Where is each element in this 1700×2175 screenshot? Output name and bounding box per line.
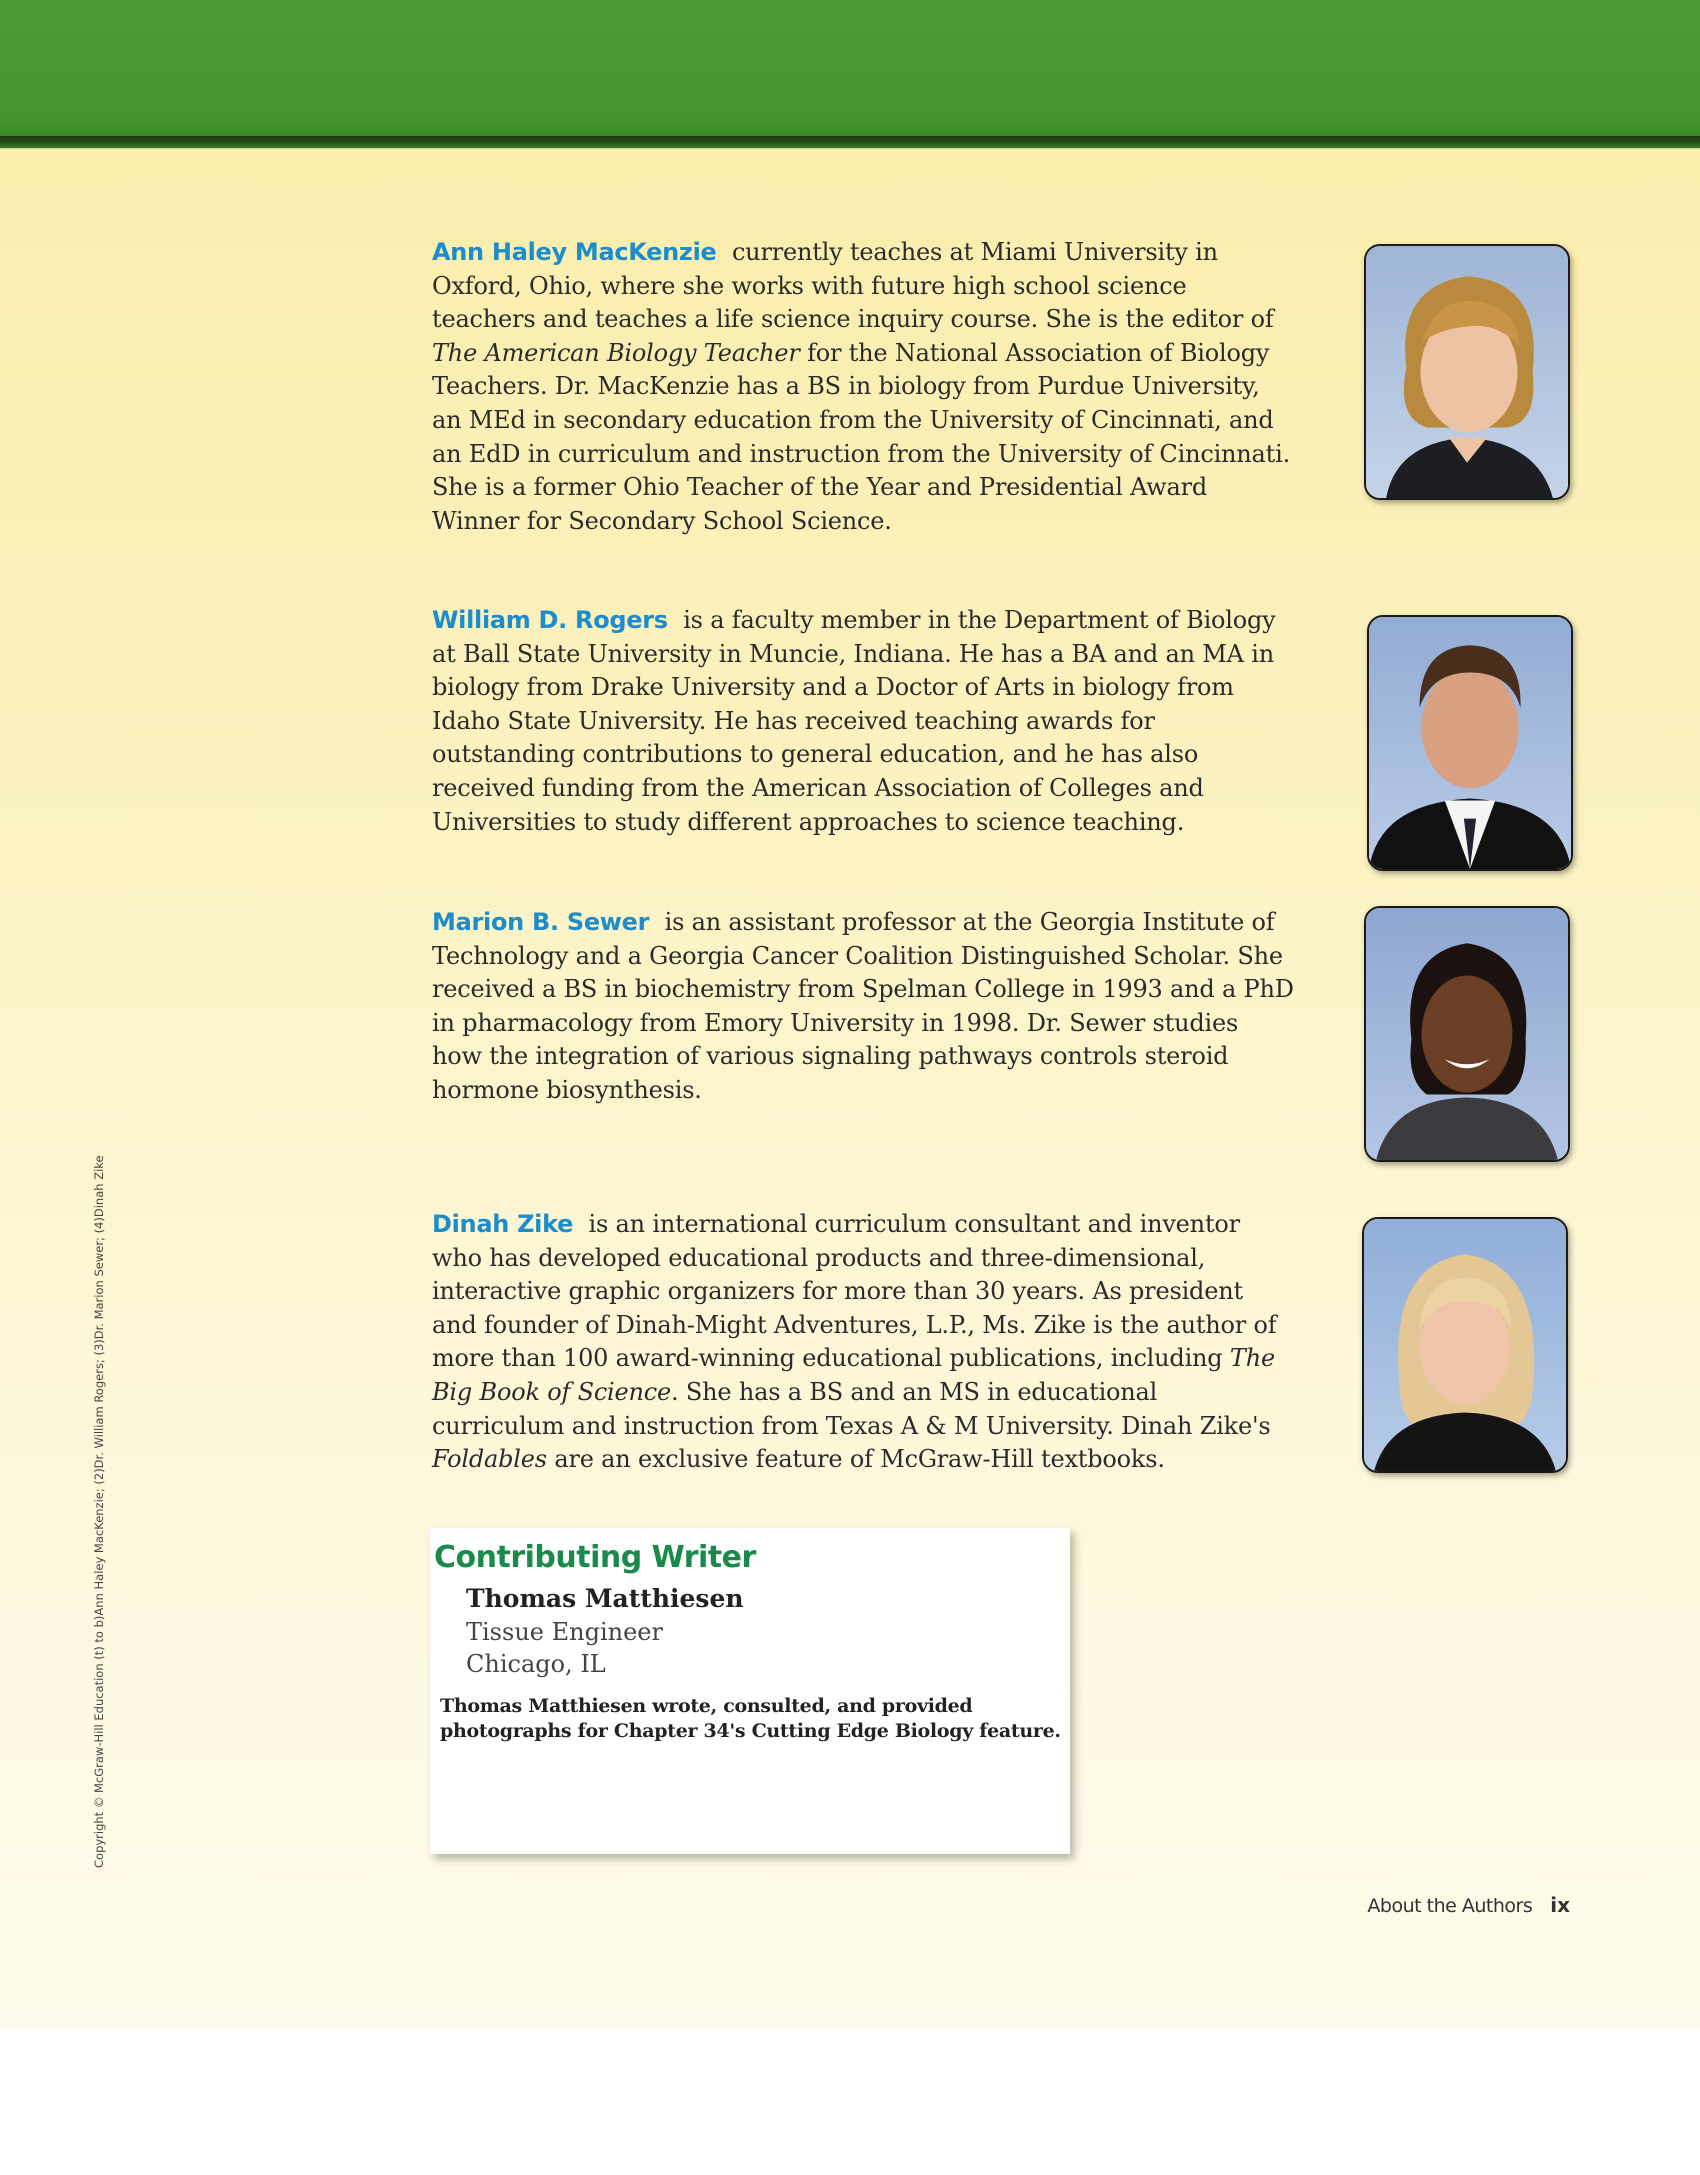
contributor-title: Tissue Engineer	[466, 1618, 663, 1646]
author-bio-rogers	[432, 604, 1294, 839]
author-name: Dinah Zike	[432, 1210, 574, 1238]
page-footer	[1367, 1893, 1570, 1917]
contributing-writer-box	[430, 1528, 1070, 1854]
bio-text: currently teaches at Miami University in Oxford, Ohio, where she works with future high school science teachers and teaches a life science inquiry course. She is the editor of	[432, 238, 1274, 334]
bio-text: are an exclusive feature of McGraw-Hill textbooks.	[546, 1445, 1165, 1474]
author-photo-zike	[1362, 1217, 1568, 1473]
contributor-note: Thomas Matthiesen wrote, consulted, and provided photographs for Chapter 34's Cutting Edge Biology feature.	[440, 1695, 1061, 1742]
bio-text: for the National Association of Biology Teachers. Dr. MacKenzie has a BS in biology from Purdue University, an MEd in secondary education from the University of Cincinnati, and an EdD in curriculum and instruction from the University of Cincinnati. She is a former Ohio Teacher of the Year and Presidential Award Winner for Secondary School Science.	[432, 338, 1291, 535]
bio-text: is an international curriculum consultant and inventor who has developed educational products and three-dimensional, interactive graphic organizers for more than 30 years. As president and founder of Dinah-Might Adventures, L.P., Ms. Zike is the author of more than 100 award-winning educational publications, including	[432, 1210, 1277, 1373]
bio-italic-title: Foldables	[432, 1445, 547, 1474]
contributor-name: Thomas Matthiesen	[466, 1584, 744, 1613]
author-name: Marion B. Sewer	[432, 908, 650, 936]
bio-text: is an assistant professor at the Georgia Institute of Technology and a Georgia Cancer Coalition Distinguished Scholar. She received a BS in biochemistry from Spelman College in 1993 and a PhD in pharmacology from Emory University in 1998. Dr. Sewer studies how the integration of various signaling pathways controls steroid hormone biosynthesis.	[432, 908, 1294, 1104]
author-photo-sewer	[1364, 906, 1570, 1162]
author-photo-rogers	[1367, 615, 1573, 871]
page-number: ix	[1550, 1893, 1570, 1917]
author-bio-zike	[432, 1208, 1294, 1477]
header-band	[0, 0, 1700, 148]
author-name: Ann Haley MacKenzie	[432, 238, 717, 266]
author-name: William D. Rogers	[432, 606, 668, 634]
bio-text: . She has a BS and an MS in educational curriculum and instruction from Texas A & M University. Dinah Zike's	[432, 1377, 1271, 1440]
contributing-heading: Contributing Writer	[434, 1540, 756, 1575]
bio-text: is a faculty member in the Department of Biology at Ball State University in Muncie, Indiana. He has a BA and an MA in biology from Drake University and a Doctor of Arts in biology from Idaho State University. He has received teaching awards for outstanding contributions to general education, and he has also received funding from the American Association of Colleges and Universities to study different approaches to science teaching.	[432, 606, 1276, 836]
author-bio-mackenzie	[432, 236, 1294, 538]
contributor-location: Chicago, IL	[466, 1650, 606, 1678]
footer-section-title: About the Authors	[1367, 1895, 1533, 1917]
bio-italic-title: The American Biology Teacher	[432, 338, 800, 367]
author-photo-mackenzie	[1364, 244, 1570, 500]
photo-credit: Copyright © McGraw-Hill Education (t) to b)Ann Haley MacKenzie; (2)Dr. William Rogers; (3)Dr. Marion Sewer; (4)Dinah Zike	[92, 1155, 106, 1868]
author-bio-sewer	[432, 906, 1294, 1108]
bio-italic-title: The Big Book of Science	[432, 1344, 1275, 1406]
header-band-shadow	[0, 136, 1700, 150]
